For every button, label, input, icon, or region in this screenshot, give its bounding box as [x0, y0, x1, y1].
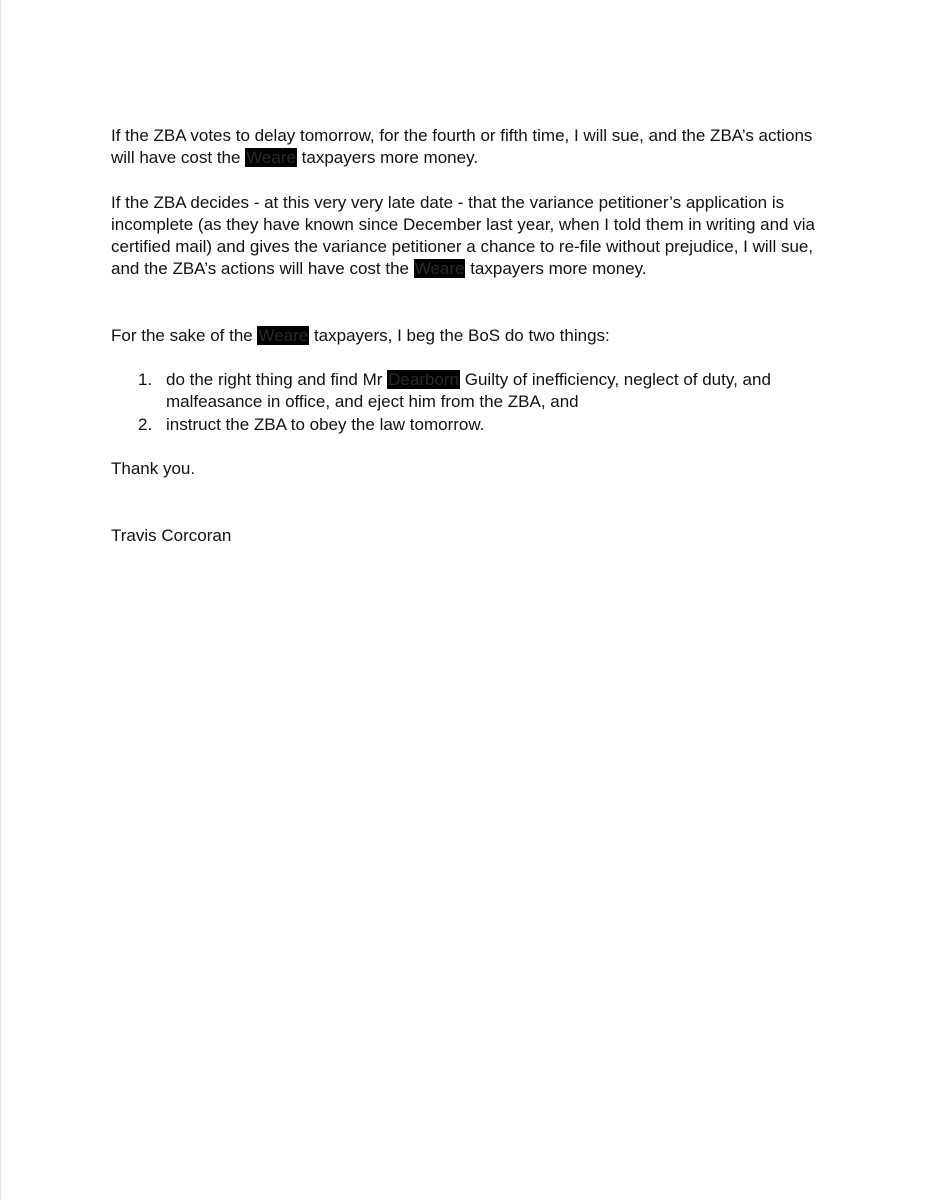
list-item-text: Guilty of inefficiency, neglect of duty, and malfeasance in office, and eject him from the ZBA, and [166, 370, 771, 412]
list-number: 2. [138, 414, 153, 434]
list-number: 1. [138, 370, 153, 390]
paragraph-text: taxpayers more money. [465, 259, 647, 279]
paragraph-spacer [111, 281, 831, 325]
list-item [111, 414, 831, 436]
paragraph-spacer [111, 480, 831, 525]
paragraph-zba-delay [111, 125, 831, 170]
paragraph-request [111, 325, 831, 347]
closing-line: Thank you. [111, 458, 196, 478]
redacted-person-name: Dearborn [388, 370, 460, 390]
redacted-town-name: Weare [246, 148, 296, 168]
paragraph-text: If the ZBA decides - at this very very late date - that the variance petitioner’s application is incomplete (as they have known since December last year, when I told them in writing and via certified mail) and gives the variance petitioner a chance to re-file without prejudice, I will sue, and the ZBA’s actions will have cost the [111, 192, 815, 279]
list-item [111, 369, 831, 414]
paragraph-spacer [111, 347, 831, 369]
list-item-text: instruct the ZBA to obey the law tomorrow. [166, 414, 485, 434]
redacted-town-name: Weare [258, 325, 309, 345]
paragraph-text: For the sake of the [111, 325, 258, 345]
paragraph-text: taxpayers, I beg the BoS do two things: [309, 325, 610, 345]
paragraph-text: taxpayers more money. [296, 148, 479, 168]
request-list [111, 369, 831, 436]
paragraph-incomplete-application [111, 192, 831, 281]
paragraph-spacer [111, 436, 831, 458]
paragraph-spacer [111, 170, 831, 192]
signature-name: Travis Corcoran [111, 526, 232, 546]
paragraph-text: If the ZBA votes to delay tomorrow, for the fourth or fifth time, I will sue, and the ZBA’s actions will have cost the [111, 126, 813, 168]
redacted-town-name: Weare [414, 259, 465, 279]
list-item-text: do the right thing and find Mr [166, 370, 388, 390]
document-body [111, 125, 831, 548]
